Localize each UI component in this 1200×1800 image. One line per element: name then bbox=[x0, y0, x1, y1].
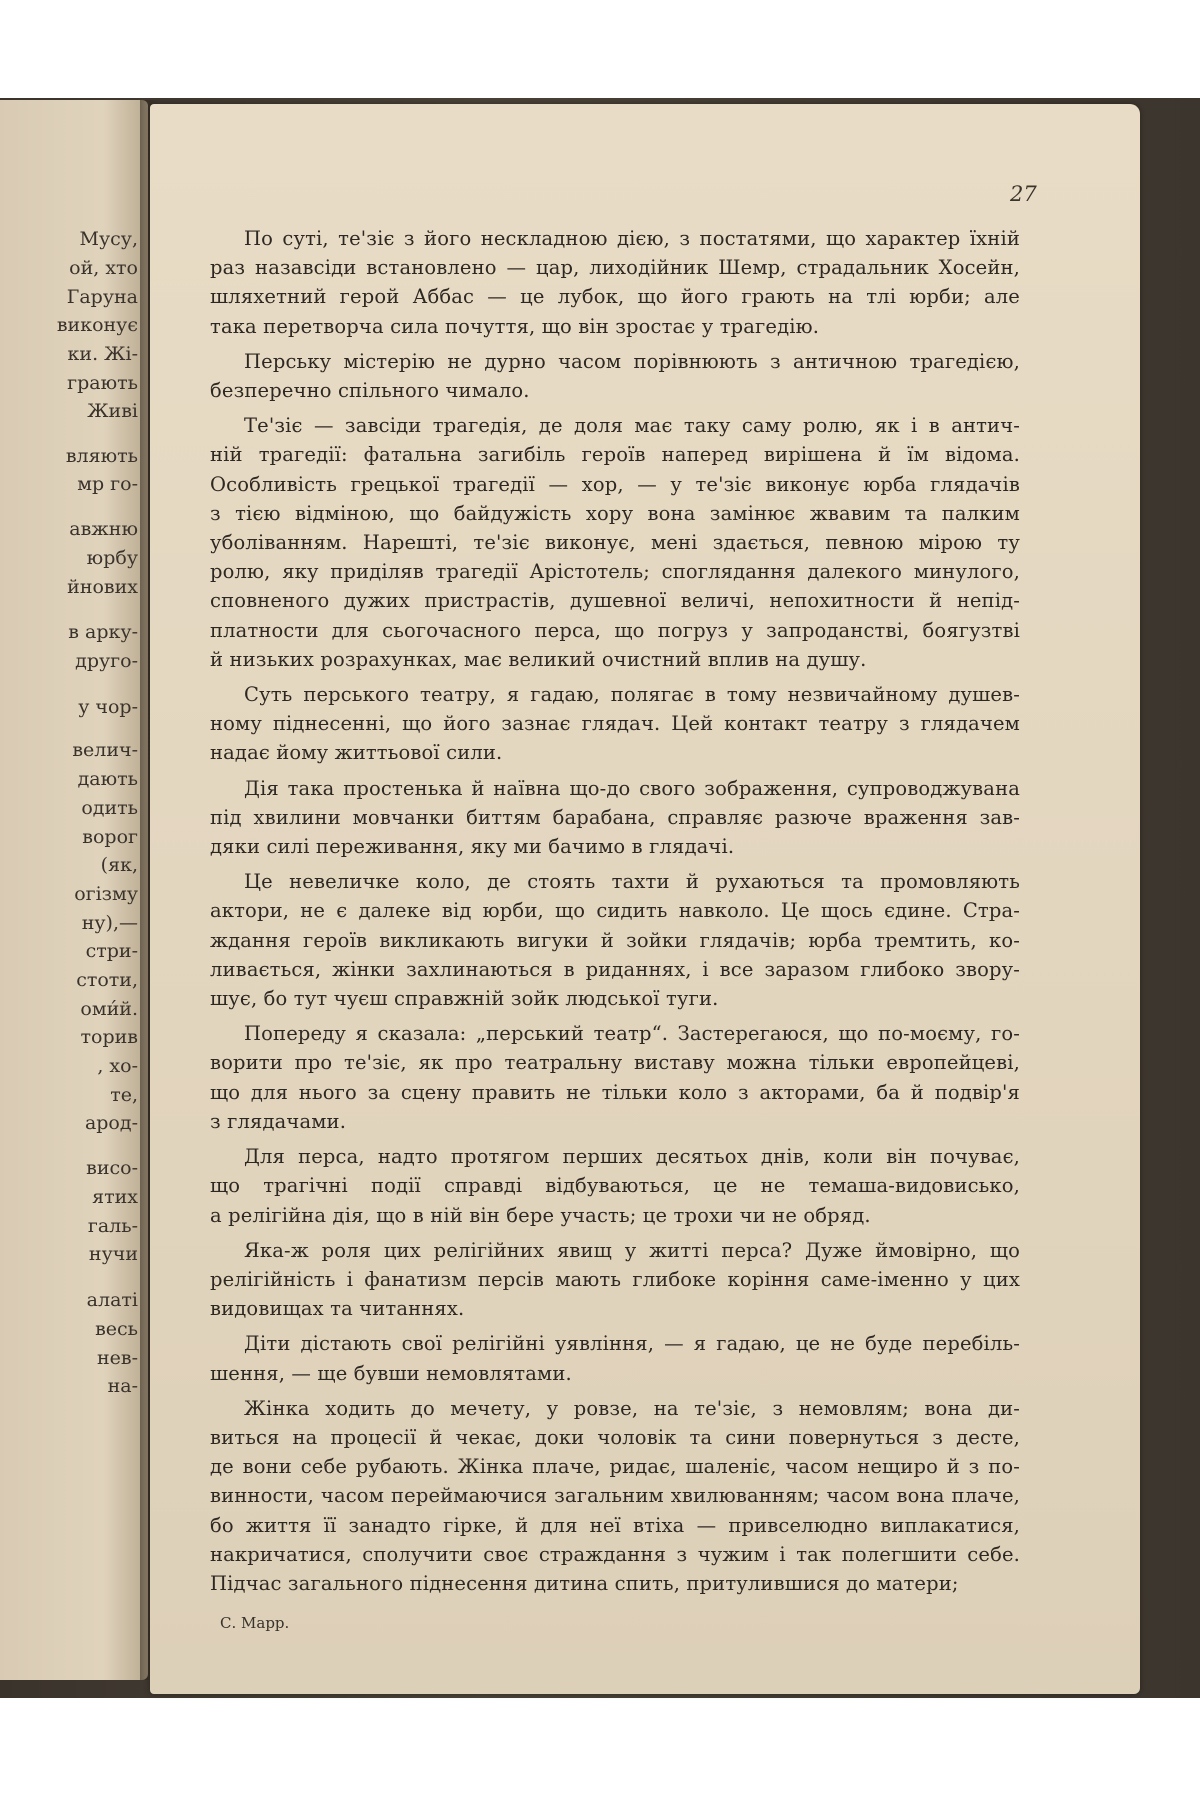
left-page-fragment: стоти, bbox=[76, 969, 138, 991]
text-line: безперечно спільного чимало. bbox=[210, 379, 530, 403]
left-page-fragment: юрбу bbox=[86, 547, 138, 569]
text-line: бо життя її занадто гірке, й для неї втіха — привселюдно виплакатися, bbox=[210, 1513, 1020, 1537]
left-page-fragment: галь- bbox=[87, 1215, 138, 1237]
text-line: під хвилини мовчанки биттям барабана, справляє разюче враження зав- bbox=[210, 805, 1020, 829]
paragraph bbox=[210, 1329, 1020, 1387]
left-page-fragment: виконує bbox=[56, 314, 138, 336]
text-line: платности для сьогочасного перса, що погруз у запроданстві, боягузтві bbox=[210, 618, 1020, 642]
left-page-fragment: Гаруна bbox=[66, 286, 138, 308]
left-page-fragment: торив bbox=[80, 1026, 138, 1048]
left-page-fragment: Живі bbox=[87, 400, 138, 422]
left-page-fragment: огізму bbox=[74, 883, 138, 905]
paragraph bbox=[210, 1236, 1020, 1324]
left-page-fragment: нев- bbox=[96, 1347, 138, 1369]
text-line: видовищах та читаннях. bbox=[210, 1297, 465, 1321]
left-page-fragment: стри- bbox=[85, 940, 138, 962]
left-page-fragment: ятих bbox=[92, 1186, 138, 1208]
paragraph bbox=[210, 680, 1020, 768]
text-line: шляхетний герой Аббас — це лубок, що його грають на тлі юрби; але bbox=[210, 285, 1020, 309]
text-line: Попереду я сказала: „перський театр“. Застерегаюся, що по-моєму, го- bbox=[244, 1022, 1020, 1046]
text-line: Діти дістають свої релігійні уявління, — я гадаю, це не буде перебіль- bbox=[244, 1332, 1020, 1356]
text-line: така перетворча сила почуття, що він зростає у трагедію. bbox=[210, 314, 820, 338]
text-line: ливається, жінки захлинаються в риданнях, і все заразом глибоко звору- bbox=[210, 957, 1020, 981]
text-line: шує, бо тут чуєш справжній зойк людської туги. bbox=[210, 987, 719, 1011]
text-line: ждання героїв викликають вигуки й зойки глядачів; юрба тремтить, ко- bbox=[210, 928, 1020, 952]
text-line: Особливість грецької трагедії — хор, — у те'зіє виконує юрба глядачів bbox=[210, 472, 1020, 496]
text-line: ному піднесенні, що його зазнає глядач. Цей контакт театру з глядачем bbox=[210, 712, 1020, 736]
left-page-fragment: одить bbox=[81, 797, 138, 819]
paragraph bbox=[210, 1142, 1020, 1230]
left-page-fragment: на- bbox=[107, 1375, 138, 1397]
left-page-fragment: оми́й. bbox=[80, 998, 138, 1020]
text-line: Жінка ходить до мечету, у ровзе, на те'зіє, з немовлям; вона ди- bbox=[244, 1396, 1020, 1420]
page-number: 27 bbox=[1010, 182, 1037, 206]
body-text bbox=[210, 224, 1020, 1604]
text-line: й низьких розрахунках, має великий очистний вплив на душу. bbox=[210, 647, 867, 671]
text-line: Підчас загального піднесення дитина спить, притулившися до матери; bbox=[210, 1571, 959, 1595]
author-signature: С. Марр. bbox=[220, 1614, 290, 1632]
left-page-fragment: ну),— bbox=[81, 912, 138, 934]
left-page-fragment: йнових bbox=[67, 576, 138, 598]
text-line: дяки силі переживання, яку ми бачимо в глядачі. bbox=[210, 835, 735, 859]
left-page-fragment: висо- bbox=[86, 1157, 138, 1179]
text-line: Суть перського театру, я гадаю, полягає в тому незвичайному душев- bbox=[244, 683, 1020, 707]
paragraph bbox=[210, 347, 1020, 405]
left-page-fragment: дають bbox=[77, 768, 138, 790]
text-line: ній трагедії: фатальна загибіль героїв наперед вирішена й їм відома. bbox=[210, 443, 1020, 467]
text-line: Яка-ж роля цих релігійних явищ у житті перса? Дуже ймовірно, що bbox=[244, 1238, 1020, 1262]
left-page-fragment: , хо- bbox=[97, 1055, 138, 1077]
left-page-fragment: другo- bbox=[75, 650, 138, 672]
text-line: По суті, те'зіє з його нескладною дією, з постатями, що характер їхній bbox=[244, 227, 1020, 250]
text-line: шення, — ще бувши немовлятами. bbox=[210, 1361, 572, 1385]
text-line: уболіванням. Нарешті, те'зіє виконує, мені здається, певною мірою ту bbox=[210, 531, 1020, 555]
left-page-fragment: ворог bbox=[82, 826, 138, 848]
text-line: Перську містерію не дурно часом порівнюють з античною трагедією, bbox=[244, 349, 1020, 373]
paragraph bbox=[210, 224, 1020, 341]
left-page-fragment: вляють bbox=[65, 445, 138, 467]
left-page-fragment: у чор- bbox=[78, 696, 138, 718]
left-page-fragment: ой, хто bbox=[69, 257, 138, 279]
paragraph bbox=[210, 1394, 1020, 1598]
text-line: Це невеличке коло, де стоять тахти й рухаються та промовляють bbox=[244, 870, 1020, 894]
text-line: Те'зіє — завсіди трагедія, де доля має таку саму ролю, як і в антич- bbox=[244, 414, 1020, 438]
text-line: Дія така простенька й наївна що-до свого зображення, супроводжувана bbox=[244, 776, 1020, 800]
text-line: сповненого дужих пристрастів, душевної величі, непохитности й непід- bbox=[210, 589, 1020, 613]
text-line: надає йому життьової сили. bbox=[210, 741, 503, 765]
text-line: виться на процесії й чекає, доки чоловік та сини повернуться з десте, bbox=[210, 1425, 1020, 1449]
text-line: ролю, яку приділяв трагедії Арістотель; споглядання далекого минулого, bbox=[210, 560, 1020, 584]
left-page-fragment: ки. Жі- bbox=[67, 343, 138, 365]
left-page bbox=[0, 100, 148, 1680]
text-line: а релігійна дія, що в ній він бере участь; це трохи чи не обряд. bbox=[210, 1203, 871, 1227]
text-line: накричатися, сполучити своє страждання з чужим і так полегшити себе. bbox=[210, 1542, 1020, 1566]
text-line: з тією відміною, що байдужість хору вона замінює жвавим та палким bbox=[210, 501, 1020, 525]
left-page-fragment: Мусу, bbox=[79, 228, 138, 250]
text-line: що для нього за сцену править не тільки коло з акторами, ба й подвір'я bbox=[210, 1080, 1020, 1104]
left-page-fragment: велич- bbox=[72, 739, 138, 761]
text-line: раз назавсіди встановлено — цар, лиходійник Шемр, страдальник Хосейн, bbox=[210, 256, 1020, 280]
left-page-fragment: весь bbox=[95, 1318, 138, 1340]
paragraph bbox=[210, 411, 1020, 674]
left-page-fragment: (як, bbox=[100, 854, 138, 876]
text-line: релігійність і фанатизм персів мають глибоке коріння саме-іменно у цих bbox=[210, 1267, 1020, 1291]
left-page-fragment: нучи bbox=[88, 1243, 138, 1265]
text-line: Для перса, надто протягом перших десятьох днів, коли він почуває, bbox=[244, 1145, 1020, 1169]
left-page-fragment: те, bbox=[110, 1084, 138, 1106]
paragraph bbox=[210, 774, 1020, 862]
right-page bbox=[150, 104, 1140, 1694]
left-page-fragment: в арку- bbox=[68, 621, 138, 643]
paragraph bbox=[210, 1019, 1020, 1136]
text-line: актори, не є далеке від юрби, що сидить навколо. Це щось єдине. Стра- bbox=[210, 899, 1020, 923]
text-line: що трагічні події справді відбуваються, це не темаша-видовисько, bbox=[210, 1174, 1020, 1198]
left-page-fragment: грають bbox=[67, 372, 138, 394]
text-line: з глядачами. bbox=[210, 1109, 347, 1133]
text-line: винности, часом переймаючися загальним хвилюванням; часом вона плаче, bbox=[210, 1484, 1020, 1508]
left-page-fragment: мр го- bbox=[77, 473, 138, 495]
left-page-fragment: алаті bbox=[86, 1289, 138, 1311]
left-page-fragment: арод- bbox=[84, 1112, 138, 1134]
text-line: де вони себе рубають. Жінка плаче, ридає, шаленіє, часом нещиро й з по- bbox=[210, 1455, 1020, 1479]
text-line: ворити про те'зіє, як про театральну виставу можна тільки европейцеві, bbox=[210, 1051, 1020, 1075]
left-page-fragment: авжню bbox=[69, 518, 138, 540]
paragraph bbox=[210, 867, 1020, 1013]
